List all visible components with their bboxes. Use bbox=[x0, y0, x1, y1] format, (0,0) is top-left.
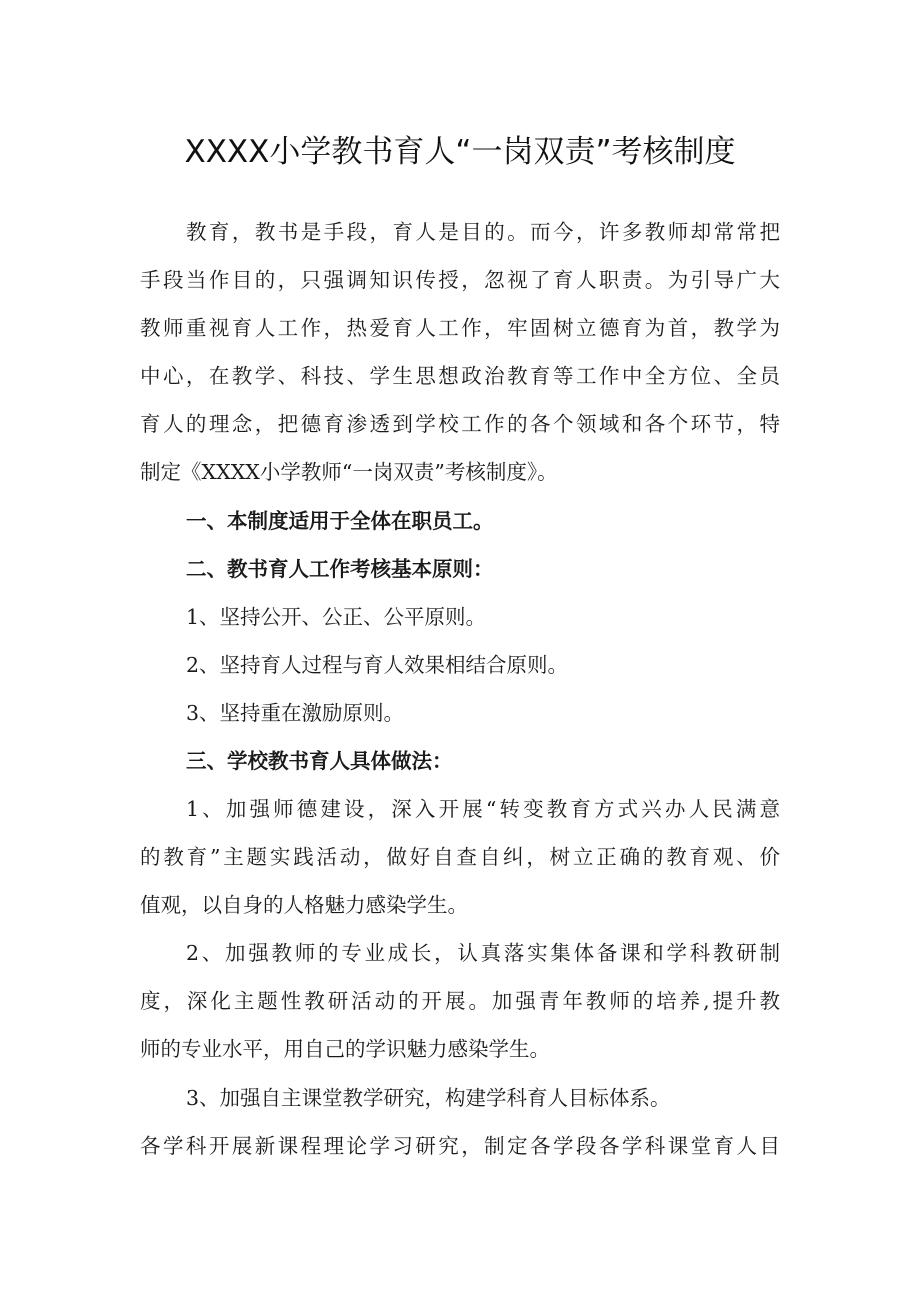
intro-line: 手段当作目的，只强调知识传授，忽视了育人职责。为引导广大 bbox=[140, 268, 780, 292]
intro-line: 教育，教书是手段，育人是目的。而今，许多教师却常常把 bbox=[186, 220, 780, 244]
principle-item: 1、坚持公开、公正、公平原则。 bbox=[186, 605, 487, 629]
intro-line: 中心，在教学、科技、学生思想政治教育等工作中全方位、全员 bbox=[140, 364, 780, 388]
intro-line: 制定《XXXX小学教师“一岗双责”考核制度》。 bbox=[140, 460, 558, 484]
intro-line: 教师重视育人工作，热爱育人工作，牢固树立德育为首，教学为 bbox=[140, 316, 780, 340]
section-heading-2: 二、教书育人工作考核基本原则： bbox=[186, 557, 494, 581]
measure-2-line: 度，深化主题性教研活动的开展。加强青年教师的培养,提升教 bbox=[140, 989, 780, 1013]
measure-1-line: 1、加强师德建设，深入开展“转变教育方式兴办人民满意 bbox=[186, 797, 780, 821]
principle-item: 2、坚持育人过程与育人效果相结合原则。 bbox=[186, 653, 569, 677]
measure-1-line: 值观，以自身的人格魅力感染学生。 bbox=[140, 893, 468, 917]
intro-line: 育人的理念，把德育渗透到学校工作的各个领域和各个环节，特 bbox=[140, 412, 780, 436]
measure-3-line: 3、加强自主课堂教学研究，构建学科育人目标体系。 bbox=[186, 1086, 671, 1110]
measure-2-line: 师的专业水平，用自己的学识魅力感染学生。 bbox=[140, 1037, 550, 1061]
measure-1-line: 的教育”主题实践活动，做好自查自纠，树立正确的教育观、价 bbox=[140, 845, 780, 869]
section-heading-1: 一、本制度适用于全体在职员工。 bbox=[186, 509, 494, 533]
section-heading-3: 三、学校教书育人具体做法： bbox=[186, 749, 453, 773]
measure-2-line: 2、加强教师的专业成长，认真落实集体备课和学科教研制 bbox=[186, 941, 780, 965]
document-title: XXXX小学教书育人“一岗双责”考核制度 bbox=[184, 134, 736, 170]
measure-3-line: 各学科开展新课程理论学习研究，制定各学段各学科课堂育人目 bbox=[140, 1134, 780, 1158]
principle-item: 3、坚持重在激励原则。 bbox=[186, 701, 405, 725]
